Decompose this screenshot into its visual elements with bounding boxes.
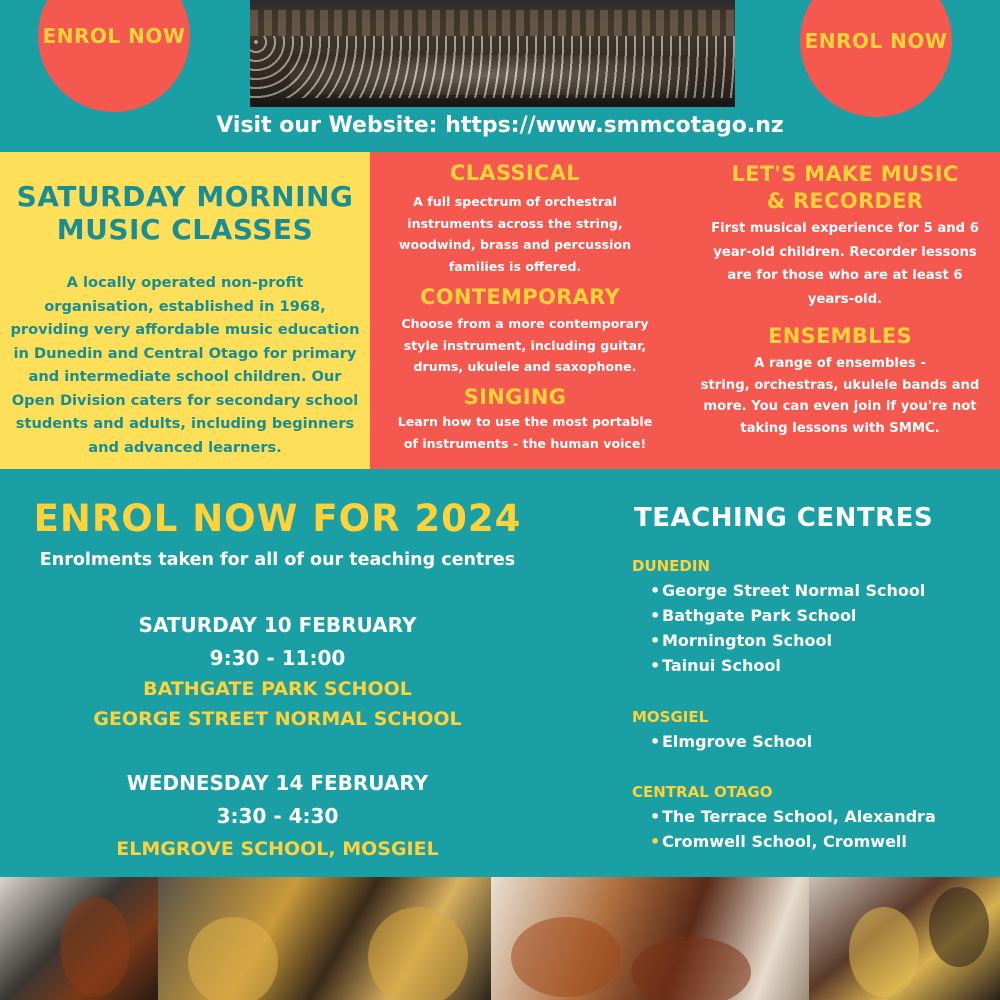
trumpet-shape <box>849 907 919 997</box>
classical-line: families is offered. <box>448 258 582 274</box>
bullet-icon: • <box>650 732 661 751</box>
hall-balcony <box>250 10 735 36</box>
enrol-heading: ENROL NOW FOR 2024 <box>33 497 522 540</box>
contemporary-line: style instrument, including guitar, <box>403 337 647 353</box>
region-mosgiel: MOSGIEL <box>632 708 709 726</box>
violin-shape <box>631 937 751 1000</box>
trumpet-players-photo <box>809 877 1000 1000</box>
school-name: Mornington School <box>662 631 832 650</box>
singing-line: Learn how to use the most portable <box>397 414 653 429</box>
intro-line: in Dunedin and Central Otago for primary <box>13 344 357 362</box>
lets-make-music-description <box>690 217 1000 311</box>
orchestra-photo <box>250 0 735 107</box>
enrol-time: 3:30 - 4:30 <box>216 804 339 828</box>
saxophone-shape <box>188 917 278 1000</box>
ensembles-line: more. You can even join if you're not <box>703 399 977 414</box>
classical-description <box>370 191 660 277</box>
intro-line: and intermediate school children. Our <box>28 368 342 385</box>
violin-shape <box>511 917 621 997</box>
school-name: Elmgrove School <box>662 732 813 751</box>
enrol-time: 9:30 - 11:00 <box>209 646 346 670</box>
student-hair-shape <box>929 887 989 967</box>
ensembles-description <box>685 353 995 439</box>
region-central-otago: CENTRAL OTAGO <box>632 783 773 801</box>
school-item <box>650 732 812 751</box>
intro-line: Open Division caters for secondary school <box>11 391 359 409</box>
intro-line: providing very affordable music education <box>10 321 360 338</box>
ensembles-line: string, orchestras, ukulele bands and <box>700 377 980 393</box>
intro-line: and advanced learners. <box>88 438 282 456</box>
bullet-icon: • <box>650 656 661 675</box>
intro-line: students and adults, including beginners <box>15 415 355 432</box>
saxophone-players-photo <box>158 877 491 1000</box>
lmm-line: year-old children. Recorder lessons <box>713 244 977 260</box>
enrol-venue: BATHGATE PARK SCHOOL <box>143 678 412 700</box>
contemporary-line: Choose from a more contemporary <box>401 316 649 331</box>
classical-title: CLASSICAL <box>450 161 580 185</box>
saxophone-shape <box>368 907 468 1000</box>
orchestra-players <box>250 36 735 98</box>
violin-players-photo <box>491 877 809 1000</box>
enrol-venue: GEORGE STREET NORMAL SCHOOL <box>93 708 462 730</box>
bullet-icon: • <box>650 832 661 851</box>
bullet-icon: • <box>650 631 661 650</box>
ensembles-line: A range of ensembles - <box>754 356 926 371</box>
singing-line: of instruments - the human voice! <box>403 435 647 451</box>
contemporary-title: CONTEMPORARY <box>420 285 620 309</box>
lmm-line: years-old. <box>807 291 883 307</box>
lmm-line: First musical experience for 5 and 6 <box>711 221 979 236</box>
cello-student-photo <box>0 877 158 1000</box>
lmm-title-line: & RECORDER <box>766 189 924 213</box>
intro-title <box>0 180 370 246</box>
lmm-title-line: LET'S MAKE MUSIC <box>731 162 959 186</box>
teaching-centres-heading: TEACHING CENTRES <box>634 503 934 533</box>
school-item <box>650 581 925 600</box>
classical-line: A full spectrum of orchestral <box>413 194 617 209</box>
intro-description <box>6 271 364 459</box>
enrol-now-label: ENROL NOW <box>42 24 186 48</box>
enrol-now-label: ENROL NOW <box>804 29 948 53</box>
school-item <box>650 606 856 625</box>
website-link[interactable]: Visit our Website: https://www.smmcotago.nz <box>216 113 784 138</box>
contemporary-line: drums, ukulele and saxophone. <box>413 359 637 374</box>
enrol-date: SATURDAY 10 FEBRUARY <box>138 613 417 637</box>
school-name: Cromwell School, Cromwell <box>662 832 907 851</box>
singing-description <box>370 411 680 454</box>
school-item <box>650 832 907 851</box>
contemporary-description <box>370 313 680 378</box>
school-item <box>650 631 832 650</box>
singing-title: SINGING <box>463 385 567 409</box>
school-name: George Street Normal School <box>662 581 926 600</box>
region-dunedin: DUNEDIN <box>632 557 711 575</box>
bullet-icon: • <box>650 606 661 625</box>
classical-line: instruments across the string, <box>407 215 623 231</box>
ensembles-line: taking lessons with SMMC. <box>740 420 940 436</box>
lmm-line: are for those who are at least 6 <box>727 268 963 283</box>
cello-shape <box>60 897 130 997</box>
school-name: Bathgate Park School <box>662 606 857 625</box>
intro-title-line: SATURDAY MORNING <box>16 180 354 213</box>
intro-line: organisation, established in 1968, <box>44 297 326 315</box>
school-item <box>650 807 936 826</box>
classical-line: woodwind, brass and percussion <box>398 237 632 252</box>
bullet-icon: • <box>650 807 661 826</box>
enrol-venue: ELMGROVE SCHOOL, MOSGIEL <box>116 838 439 860</box>
school-item <box>650 656 781 675</box>
school-name: The Terrace School, Alexandra <box>662 807 936 826</box>
enrol-date: WEDNESDAY 14 FEBRUARY <box>126 771 429 795</box>
lets-make-music-title <box>690 161 1000 215</box>
bullet-icon: • <box>650 581 661 600</box>
school-name: Tainui School <box>662 656 781 675</box>
intro-line: A locally operated non-profit <box>66 274 304 291</box>
enrol-subheading: Enrolments taken for all of our teaching centres <box>39 550 516 570</box>
ensembles-title: ENSEMBLES <box>768 324 912 348</box>
intro-title-line: MUSIC CLASSES <box>56 213 314 246</box>
